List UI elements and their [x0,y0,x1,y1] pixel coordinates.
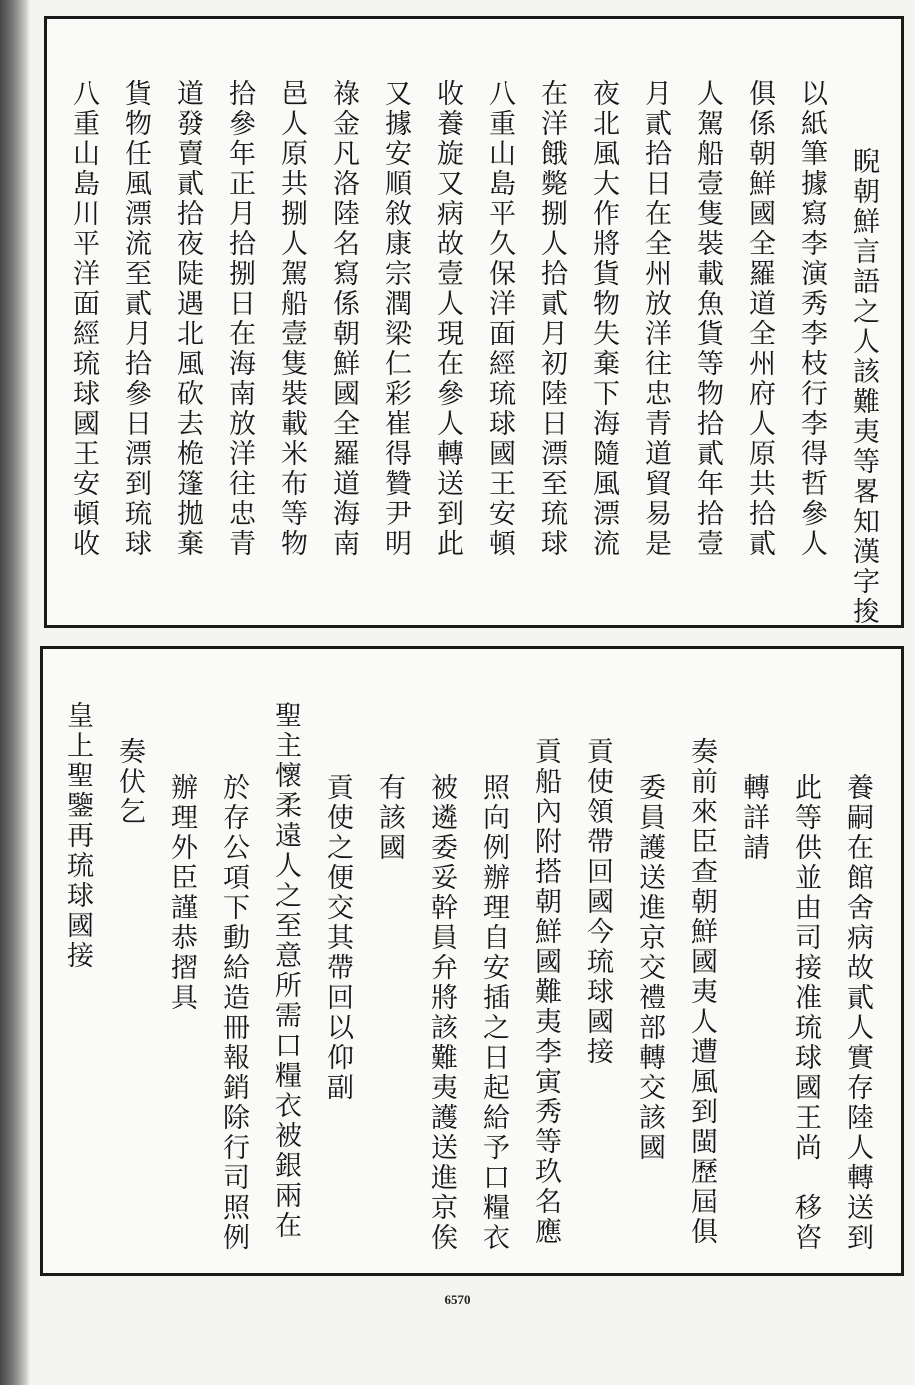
text-column: 月貳拾日在全州放洋往忠青道貿易是 [640,79,671,559]
top-manuscript-panel [44,16,904,628]
text-column: 八重山島平久保洋面經琉球國王安頓 [484,79,515,559]
text-column: 奏伏乞 [114,737,145,827]
text-column: 拾參年正月拾捌日在海南放洋往忠青 [224,79,255,559]
text-column: 祿金凡洛陸名寫係朝鮮國全羅道海南 [328,79,359,559]
text-column: 八重山島川平洋面經琉球國王安頓收 [68,79,99,559]
text-column: 貢船內附搭朝鮮國難夷李寅秀等玖名應 [530,737,561,1247]
text-column: 於存公項下動給造冊報銷除行司照例 [218,773,249,1253]
text-column: 辦理外臣謹恭摺具 [166,773,197,1013]
text-column: 貢使領帶回國今琉球國接 [582,737,613,1067]
text-column: 皇上聖鑒再琉球國接 [62,701,93,971]
text-column: 又據安順敘康宗潤梁仁彩崔得贊尹明 [380,79,411,559]
text-column: 奏前來臣查朝鮮國夷人遭風到閩歷屆俱 [686,737,717,1247]
bottom-manuscript-panel [40,646,904,1276]
text-column: 睨朝鮮言語之人該難夷等畧知漢字捘 [848,147,879,627]
page-number: 6570 [444,1292,471,1307]
text-column: 有該國 [374,773,405,863]
text-column: 轉詳請 [738,773,769,863]
text-column: 以紙筆據寫李演秀李枝行李得哲參人 [796,79,827,559]
text-column: 道發賣貳拾夜陡遇北風砍去桅篷拋棄 [172,79,203,559]
text-column: 人駕船壹隻裝載魚貨等物拾貳年拾壹 [692,79,723,559]
text-column: 收養旋又病故壹人現在參人轉送到此 [432,79,463,559]
text-column: 在洋餓斃捌人拾貳月初陸日漂至琉球 [536,79,567,559]
text-column: 照向例辦理自安插之日起給予口糧衣 [478,773,509,1253]
text-column: 邑人原共捌人駕船壹隻裝載米布等物 [276,79,307,559]
text-column: 委員護送進京交禮部轉交該國 [634,773,665,1163]
text-column: 貢使之便交其帶回以仰副 [322,773,353,1103]
text-column: 此等供並由司接准琉球國王尚 移咨 [790,773,821,1253]
text-column: 被遴委妥幹員弁將該難夷護送進京俟 [426,773,457,1253]
text-column: 夜北風大作將貨物失棄下海隨風漂流 [588,79,619,559]
text-column: 貨物任風漂流至貳月拾參日漂到琉球 [120,79,151,559]
text-column: 聖主懷柔遠人之至意所需口糧衣被銀兩在 [270,701,301,1241]
book-spine-shadow [0,0,30,1385]
text-column: 養嗣在館舍病故貳人實存陸人轉送到 [842,773,873,1253]
text-column: 俱係朝鮮國全羅道全州府人原共拾貳 [744,79,775,559]
